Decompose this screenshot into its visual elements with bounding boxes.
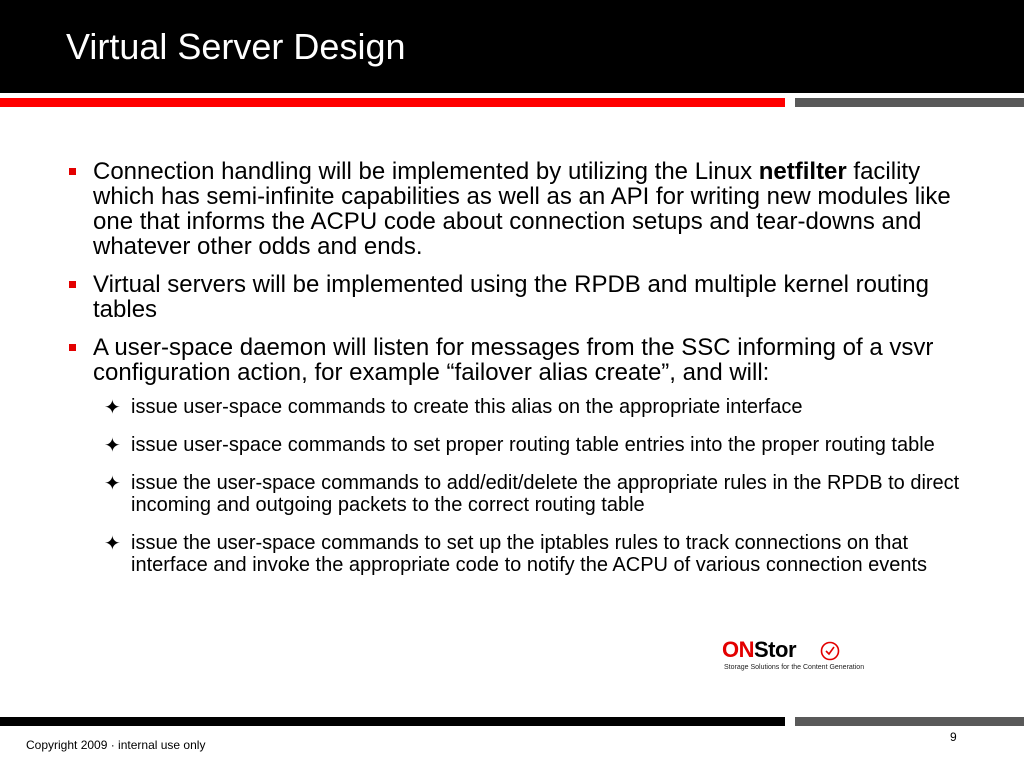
bottom-black-rule xyxy=(0,717,785,726)
bullet-2 xyxy=(66,272,976,322)
four-point-star-icon: ✦ xyxy=(104,395,121,419)
logo-tagline: Storage Solutions for the Content Generation xyxy=(724,664,865,671)
sub-bullet-2-text: issue user-space commands to set proper routing table entries into the proper routing table xyxy=(131,434,935,456)
bullet-1-text-b: facility which has semi-infinite capabilities as well as an API for writing new modules like one that informs the ACPU code about connection setups and tear-downs and whatever other odds and ends. xyxy=(93,158,951,260)
bullet-square-icon xyxy=(69,281,76,288)
four-point-star-icon: ✦ xyxy=(104,471,121,495)
sub-bullet-4-text: issue the user-space commands to set up the iptables rules to track connections on that interface and invoke the appropriate code to notify the ACPU of various connection events xyxy=(131,532,928,576)
bullet-square-icon xyxy=(69,168,76,175)
four-point-star-icon: ✦ xyxy=(104,433,121,457)
top-red-rule xyxy=(0,98,785,107)
logo-wordmark: ONStor xyxy=(722,637,796,662)
sub-bullet-3-text: issue the user-space commands to add/edit/delete the appropriate rules in the RPDB to direct incoming and outgoing packets to the correct routing table xyxy=(131,472,960,516)
slide-body xyxy=(66,159,976,592)
sub-bullet-3 xyxy=(66,472,976,516)
sub-bullet-list xyxy=(66,396,976,576)
onstor-logo xyxy=(722,638,867,674)
slide-title: Virtual Server Design xyxy=(66,26,406,67)
bullet-3 xyxy=(66,335,976,385)
sub-bullet-1-text: issue user-space commands to create this alias on the appropriate interface xyxy=(131,396,803,418)
copyright-text: Copyright 2009 · internal use only xyxy=(26,738,206,752)
page-number: 9 xyxy=(950,730,957,744)
bullet-1-text-a: Connection handling will be implemented by utilizing the Linux xyxy=(93,158,759,185)
four-point-star-icon: ✦ xyxy=(104,531,121,555)
bottom-gray-rule xyxy=(795,717,1024,726)
sub-bullet-4 xyxy=(66,532,976,576)
bullet-1-bold: netfilter xyxy=(758,158,847,185)
sub-bullet-1 xyxy=(66,396,976,418)
clock-check-icon xyxy=(819,639,841,661)
bullet-1 xyxy=(66,159,976,259)
top-gray-rule xyxy=(795,98,1024,107)
bullet-3-text: A user-space daemon will listen for messages from the SSC informing of a vsvr configuration action, for example “failover alias create”, and will: xyxy=(93,334,934,386)
bullet-2-text: Virtual servers will be implemented using the RPDB and multiple kernel routing tables xyxy=(93,271,929,323)
bullet-square-icon xyxy=(69,344,76,351)
sub-bullet-2 xyxy=(66,434,976,456)
